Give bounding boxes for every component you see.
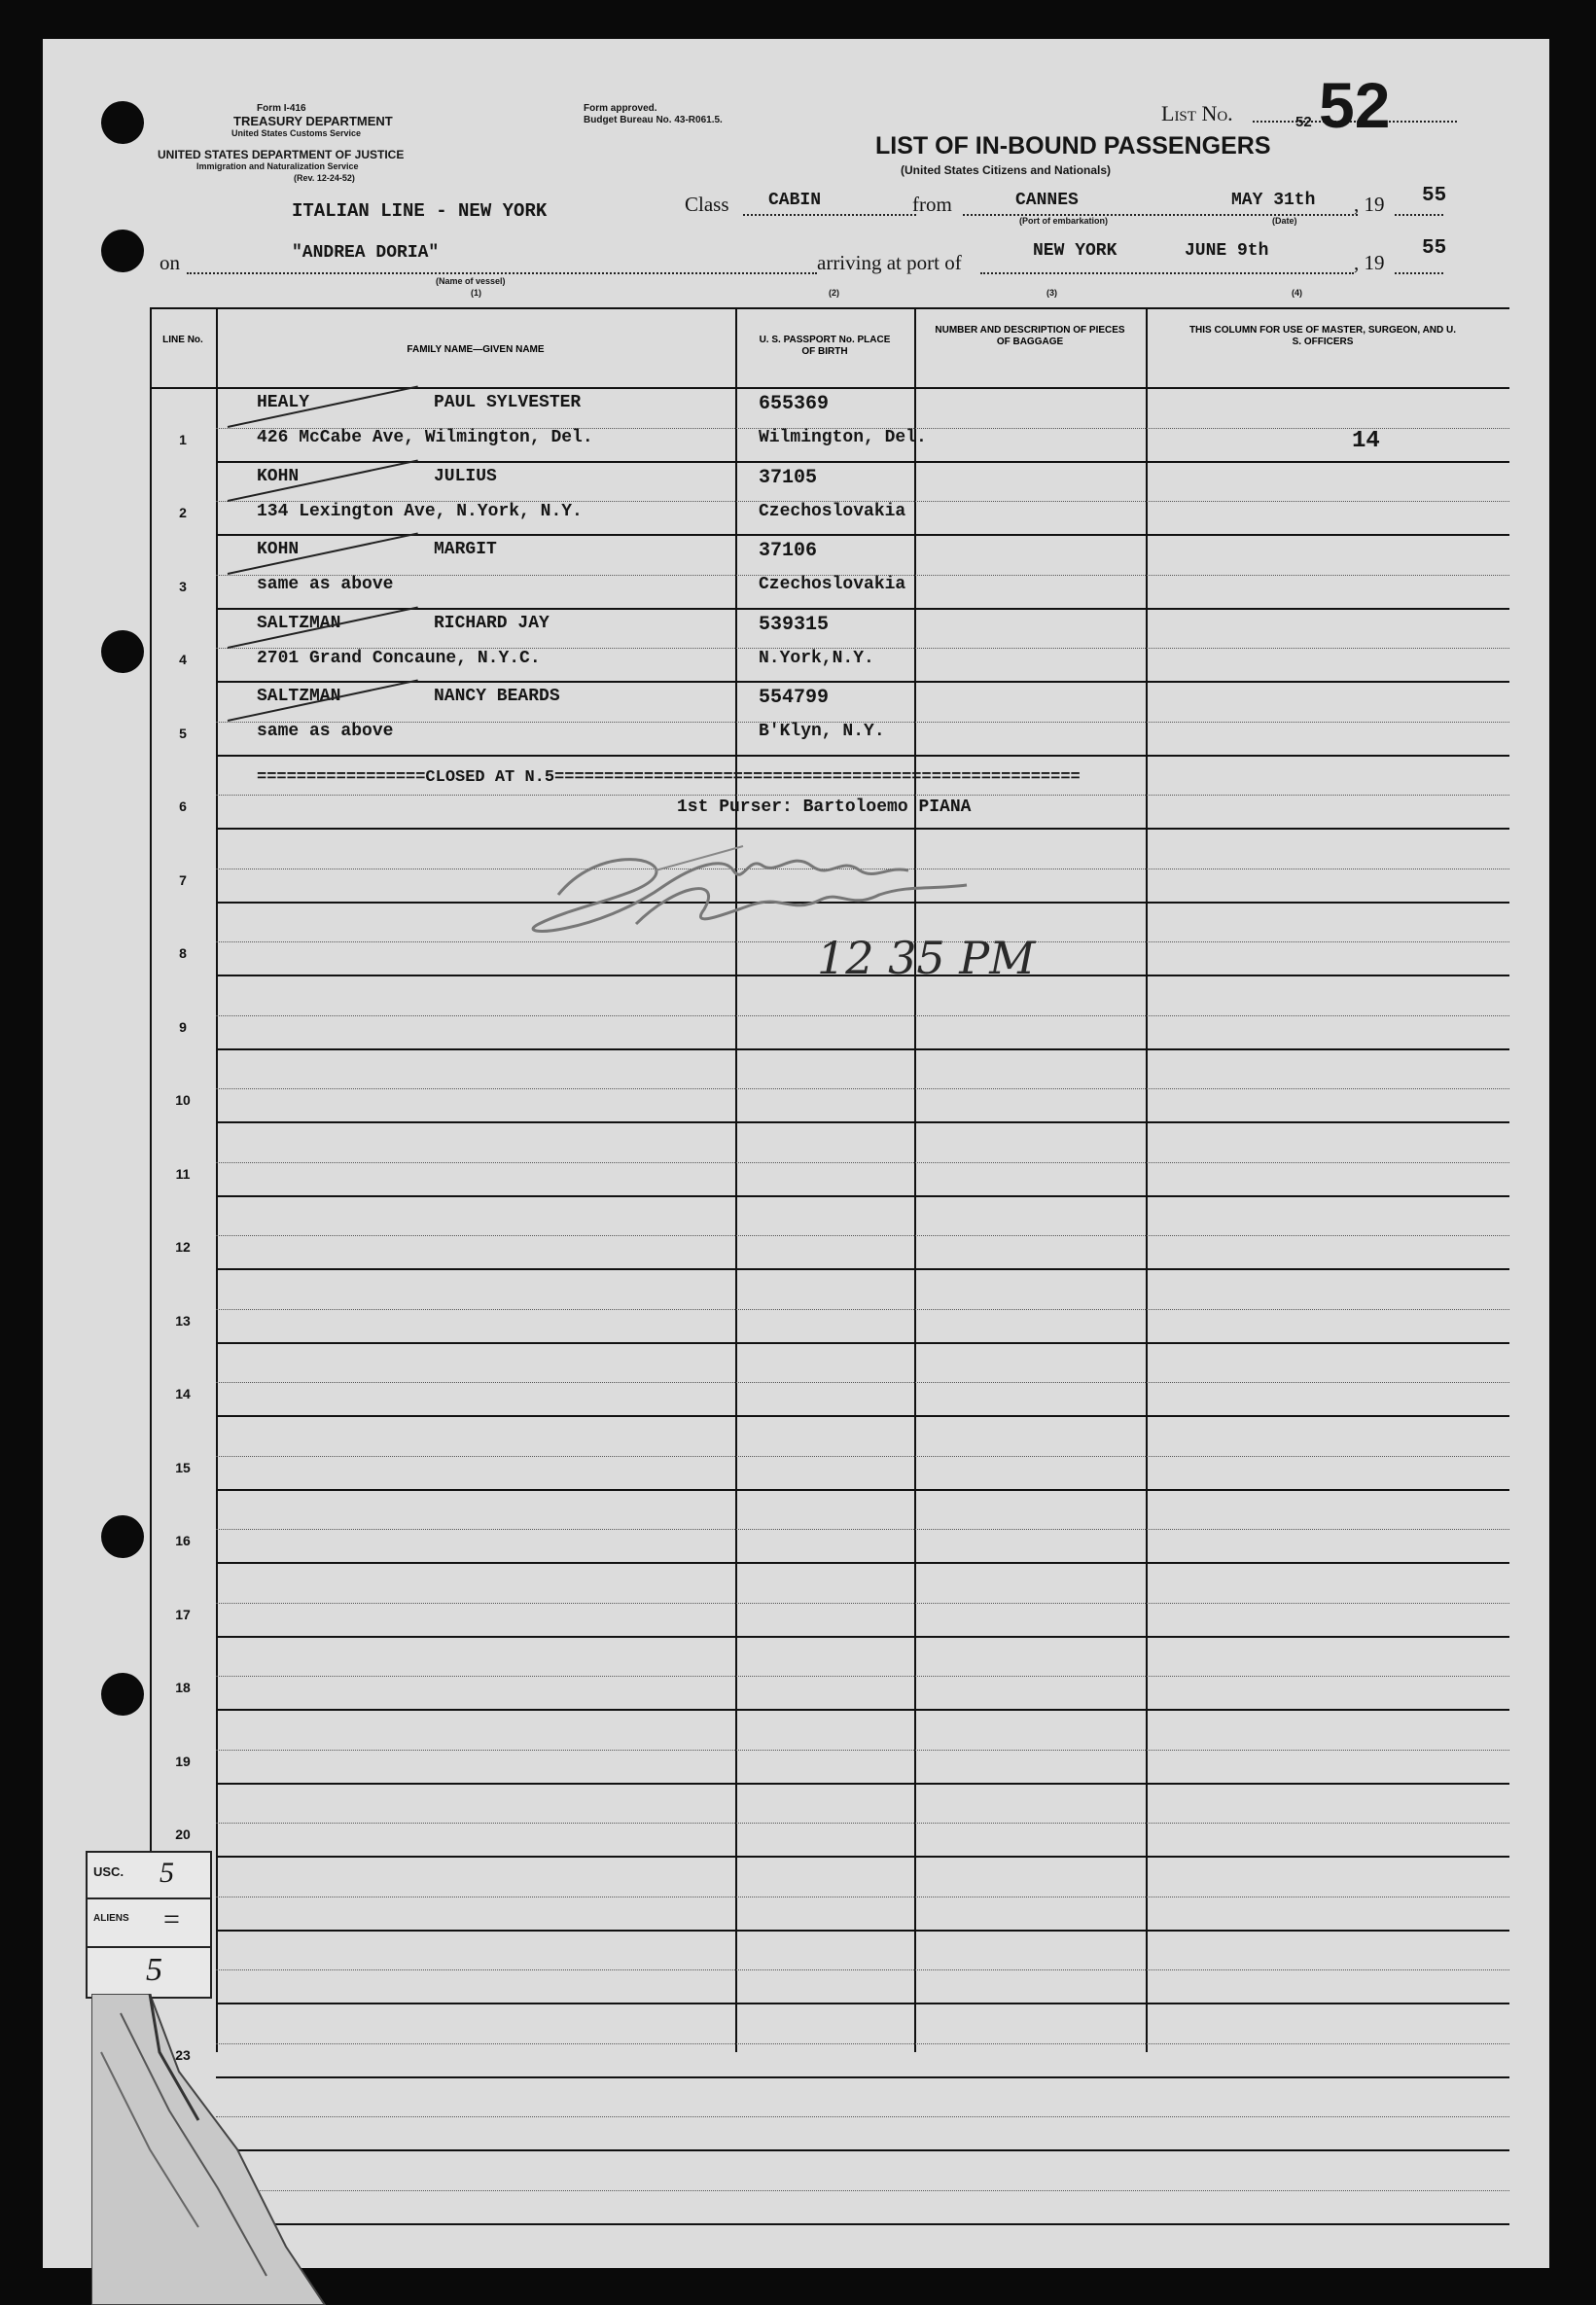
from-label: from: [912, 193, 952, 216]
line-number: 11: [175, 1165, 191, 1182]
row-subline: [216, 795, 1509, 796]
line-number: 20: [175, 1826, 191, 1842]
passenger-family-name: KOHN: [257, 466, 300, 486]
line-number: 3: [179, 578, 187, 594]
col-divider-baggage: [1146, 307, 1148, 2052]
line-number: 8: [179, 945, 187, 961]
arrival-date: JUNE 9th: [1185, 241, 1269, 261]
place-of-birth: Wilmington, Del.: [759, 428, 927, 447]
row-subline: [216, 1235, 1509, 1236]
col-num-2: (2): [829, 288, 839, 298]
list-no-small: 52: [1295, 114, 1312, 130]
row-line: [216, 755, 1509, 757]
line-number: 2: [179, 505, 187, 520]
row-line: [216, 1195, 1509, 1197]
passenger-given-name: MARGIT: [434, 540, 497, 559]
row-subline: [216, 1676, 1509, 1677]
table-top-border: [150, 307, 1509, 309]
year-value: 55: [1422, 185, 1447, 207]
passenger-address: 134 Lexington Ave, N.York, N.Y.: [257, 501, 583, 521]
passport-number: 37105: [759, 466, 818, 489]
col-num-3: (3): [1046, 288, 1057, 298]
from-value: CANNES: [1015, 191, 1079, 210]
treasury-department: TREASURY DEPARTMENT: [233, 114, 393, 128]
row-line: [216, 1709, 1509, 1711]
closed-line: =================CLOSED AT N.5=====================================================: [257, 768, 1081, 787]
row-line: [216, 1783, 1509, 1785]
passenger-given-name: NANCY BEARDS: [434, 687, 560, 706]
row-line: [216, 1048, 1509, 1050]
line-number: 16: [175, 1533, 191, 1548]
row-line: [216, 2003, 1509, 2004]
row-line: [216, 1342, 1509, 1344]
page-title: LIST OF IN-BOUND PASSENGERS: [875, 132, 1271, 160]
port-embarkation-caption: (Port of embarkation): [1019, 216, 1109, 226]
stub-usc-value: 5: [160, 1857, 174, 1889]
purser-signature-line: 1st Purser: Bartoloemo PIANA: [677, 798, 972, 817]
col-header-passport: U. S. PASSPORT No. PLACE OF BIRTH: [759, 335, 891, 357]
row-subline: [216, 1969, 1509, 1970]
year-line: [1395, 214, 1443, 216]
list-no-value: 52: [1319, 69, 1391, 141]
handwritten-time: 12 35 PM: [817, 932, 1036, 984]
stub-aliens-label: ALIENS: [93, 1913, 129, 1924]
vessel-caption: (Name of vessel): [436, 276, 506, 286]
passenger-address: 2701 Grand Concaune, N.Y.C.: [257, 648, 541, 668]
row-subline: [216, 1603, 1509, 1604]
col-divider-lineno: [216, 307, 218, 2052]
punch-hole: [101, 630, 144, 673]
row-subline: [216, 1088, 1509, 1089]
row-subline: [216, 2116, 1509, 2117]
row-subline: [216, 1750, 1509, 1751]
passenger-address: same as above: [257, 722, 394, 741]
date-caption: (Date): [1272, 216, 1297, 226]
col-header-officers: THIS COLUMN FOR USE OF MASTER, SURGEON, AND U. S. OFFICERS: [1188, 325, 1457, 347]
place-of-birth: Czechoslovakia: [759, 575, 906, 594]
row-line: [216, 1636, 1509, 1638]
stub-total-value: 5: [146, 1952, 162, 1988]
row-line: [216, 2076, 1509, 2078]
line-number: 4: [179, 652, 187, 667]
line-number: 15: [175, 1459, 191, 1475]
passenger-address: same as above: [257, 575, 394, 594]
on-label: on: [160, 251, 180, 274]
punch-hole: [101, 1515, 144, 1558]
year-prefix-2: , 19: [1354, 251, 1385, 274]
line-number: 17: [175, 1606, 191, 1622]
col-header-name: FAMILY NAME—GIVEN NAME: [407, 344, 545, 355]
punch-hole: [101, 230, 144, 272]
row-subline: [216, 1823, 1509, 1824]
row-subline: [216, 1456, 1509, 1457]
line-number: 12: [175, 1239, 191, 1255]
row-subline: [216, 1382, 1509, 1383]
row-line: [216, 1415, 1509, 1417]
col-header-line-no: LINE No.: [162, 335, 203, 345]
row-line: [216, 1930, 1509, 1932]
row-line: [216, 2149, 1509, 2151]
punch-hole: [101, 101, 144, 144]
passport-number: 554799: [759, 687, 830, 709]
passenger-family-name: KOHN: [257, 540, 300, 559]
row-line: [216, 1489, 1509, 1491]
col-divider-passport: [914, 307, 916, 2052]
line-number: 7: [179, 871, 187, 888]
row-line: [216, 1121, 1509, 1123]
year-line-2: [1395, 272, 1443, 274]
header-bottom-border: [150, 387, 1509, 389]
line-number: 5: [179, 725, 187, 741]
table-left-border: [150, 307, 152, 2052]
customs-service: United States Customs Service: [231, 128, 362, 138]
handwritten-signature: [500, 817, 1045, 1021]
col-num-4: (4): [1292, 288, 1302, 298]
line-number: 6: [179, 798, 187, 814]
year-value-2: 55: [1422, 237, 1447, 260]
budget-bureau: Budget Bureau No. 43-R061.5.: [584, 115, 723, 125]
manifest-page: [43, 39, 1549, 2268]
class-label: Class: [685, 193, 729, 216]
row-subline: [216, 2190, 1509, 2191]
punch-hole: [101, 1673, 144, 1716]
row-subline: [216, 1162, 1509, 1163]
passenger-family-name: SALTZMAN: [257, 687, 341, 706]
line-number: 23: [175, 2046, 191, 2063]
list-no-label: List No.: [1161, 101, 1233, 125]
stub-aliens-value: =: [163, 1903, 180, 1935]
arrival-line: [980, 272, 1354, 274]
vessel-line: [187, 272, 817, 274]
passenger-family-name: HEALY: [257, 393, 310, 412]
form-approved: Form approved.: [584, 103, 657, 114]
line-number: 14: [175, 1386, 191, 1401]
passenger-address: 426 McCabe Ave, Wilmington, Del.: [257, 428, 593, 447]
departure-date: MAY 31th: [1231, 191, 1316, 210]
officer-note: 14: [1352, 428, 1380, 454]
stub-usc-label: USC.: [93, 1864, 124, 1879]
line-number: 1: [179, 431, 187, 447]
page-subtitle: (United States Citizens and Nationals): [901, 163, 1112, 177]
passenger-given-name: RICHARD JAY: [434, 613, 550, 633]
col-header-baggage: NUMBER AND DESCRIPTION OF PIECES OF BAGGAGE: [935, 325, 1125, 347]
row-line: [216, 1856, 1509, 1858]
row-subline: [216, 1309, 1509, 1310]
department-of-justice: UNITED STATES DEPARTMENT OF JUSTICE: [158, 148, 405, 161]
row-line: [216, 1268, 1509, 1270]
passenger-family-name: SALTZMAN: [257, 613, 341, 633]
row-subline: [216, 1529, 1509, 1530]
revision: (Rev. 12-24-52): [294, 173, 355, 183]
place-of-birth: N.York,N.Y.: [759, 648, 874, 668]
row-subline: [216, 2043, 1509, 2044]
row-line: [216, 2223, 1509, 2225]
arriving-label: arriving at port of: [817, 251, 962, 274]
ins-service: Immigration and Naturalization Service: [196, 161, 359, 171]
col-divider-name: [735, 307, 737, 2052]
line-number: 10: [175, 1092, 191, 1108]
class-line: [743, 214, 916, 216]
form-number: Form I-416: [257, 103, 306, 114]
passport-number: 655369: [759, 393, 830, 415]
line-number: 19: [175, 1753, 191, 1769]
line-number: 13: [175, 1312, 191, 1329]
line-number: 18: [175, 1680, 191, 1695]
curled-corner: [91, 1994, 335, 2305]
line-number: 9: [179, 1018, 187, 1035]
arrival-port: NEW YORK: [1033, 241, 1117, 261]
passenger-given-name: PAUL SYLVESTER: [434, 393, 582, 412]
place-of-birth: Czechoslovakia: [759, 501, 906, 521]
passport-number: 539315: [759, 613, 830, 636]
place-of-birth: B'Klyn, N.Y.: [759, 722, 885, 741]
year-prefix: , 19: [1354, 193, 1385, 216]
vessel-caption-num: (1): [471, 288, 481, 298]
row-line: [216, 1562, 1509, 1564]
class-value: CABIN: [768, 191, 822, 210]
passport-number: 37106: [759, 540, 818, 562]
passenger-given-name: JULIUS: [434, 466, 497, 486]
vessel-name: "ANDREA DORIA": [292, 243, 440, 263]
steamship-line: ITALIAN LINE - NEW YORK: [292, 200, 548, 222]
count-stub: [86, 1851, 212, 1999]
